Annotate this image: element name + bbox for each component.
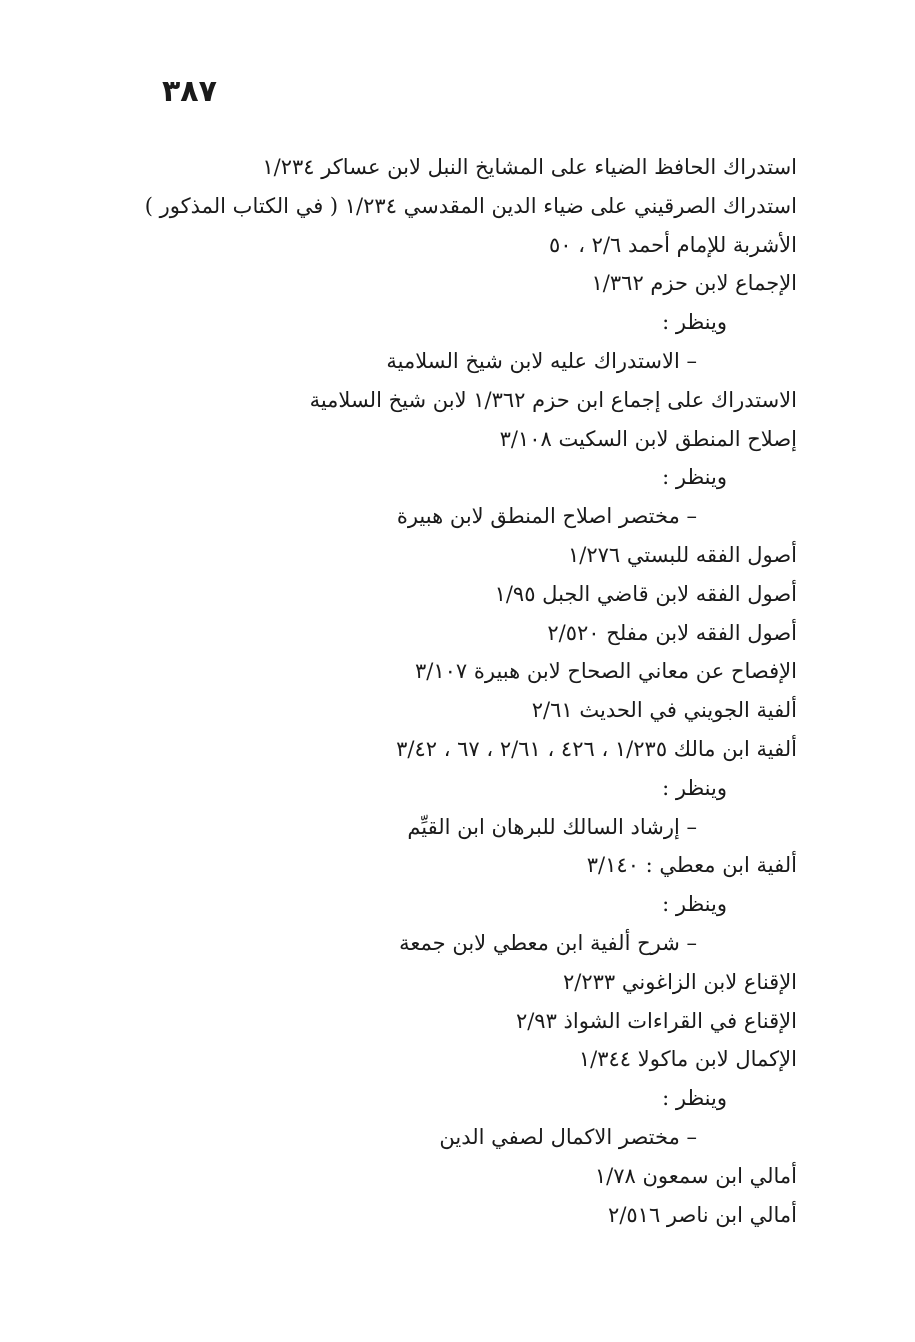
index-entry: استدراك الصرقيني على ضياء الدين المقدسي ١/٢٣٤ ( في الكتاب المذكور ) (144, 193, 797, 218)
index-entry: الإفصاح عن معاني الصحاح لابن هبيرة ٣/١٠٧ (414, 659, 797, 684)
see-also-label: وينظر : (662, 310, 727, 335)
index-entry: الإقناع لابن الزاغوني ٢/٢٣٣ (563, 969, 797, 994)
index-entry: استدراك الحافظ الضياء على المشايخ النبل لابن عساكر ١/٢٣٤ (262, 155, 797, 179)
see-also-item: – الاستدراك عليه لابن شيخ السلامية (386, 348, 697, 373)
see-also-label: وينظر : (662, 892, 727, 917)
index-entry: إصلاح المنطق لابن السكيت ٣/١٠٨ (499, 426, 797, 451)
index-entry: الإقناع في القراءات الشواذ ٢/٩٣ (515, 1008, 797, 1033)
index-entry: أمالي ابن ناصر ٢/٥١٦ (608, 1202, 797, 1227)
index-entries (37, 148, 797, 1234)
index-entry: الإكمال لابن ماكولا ١/٣٤٤ (578, 1047, 797, 1072)
see-also-item: – مختصر الاكمال لصفي الدين (439, 1124, 697, 1149)
index-entry: أصول الفقه لابن قاضي الجبل ١/٩٥ (494, 581, 797, 606)
index-entry: الأشربة للإمام أحمد ٢/٦ ، ٥٠ (548, 232, 797, 257)
see-also-label: وينظر : (662, 775, 727, 800)
index-entry: أمالي ابن سمعون ١/٧٨ (594, 1163, 797, 1188)
see-also-item: – مختصر اصلاح المنطق لابن هبيرة (396, 504, 697, 529)
index-entry: الاستدراك على إجماع ابن حزم ١/٣٦٢ لابن شيخ السلامية (309, 387, 797, 412)
index-entry: ألفية ابن مالك ١/٢٣٥ ، ٤٢٦ ، ٢/٦١ ، ٦٧ ، ٣/٤٢ (396, 736, 797, 761)
see-also-label: وينظر : (662, 465, 727, 490)
see-also-item: – إرشاد السالك للبرهان ابن القيِّم (407, 814, 697, 839)
see-also-label: وينظر : (662, 1086, 727, 1111)
index-entry: ألفية ابن معطي : ٣/١٤٠ (586, 853, 797, 878)
index-entry: أصول الفقه لابن مفلح ٢/٥٢٠ (547, 620, 797, 645)
see-also-item: – شرح ألفية ابن معطي لابن جمعة (399, 930, 697, 955)
page-number: ٣٨٧ (162, 74, 217, 109)
index-entry: الإجماع لابن حزم ١/٣٦٢ (591, 271, 797, 296)
index-entry: أصول الفقه للبستي ١/٢٧٦ (567, 542, 797, 567)
index-entry: ألفية الجويني في الحديث ٢/٦١ (531, 698, 797, 723)
